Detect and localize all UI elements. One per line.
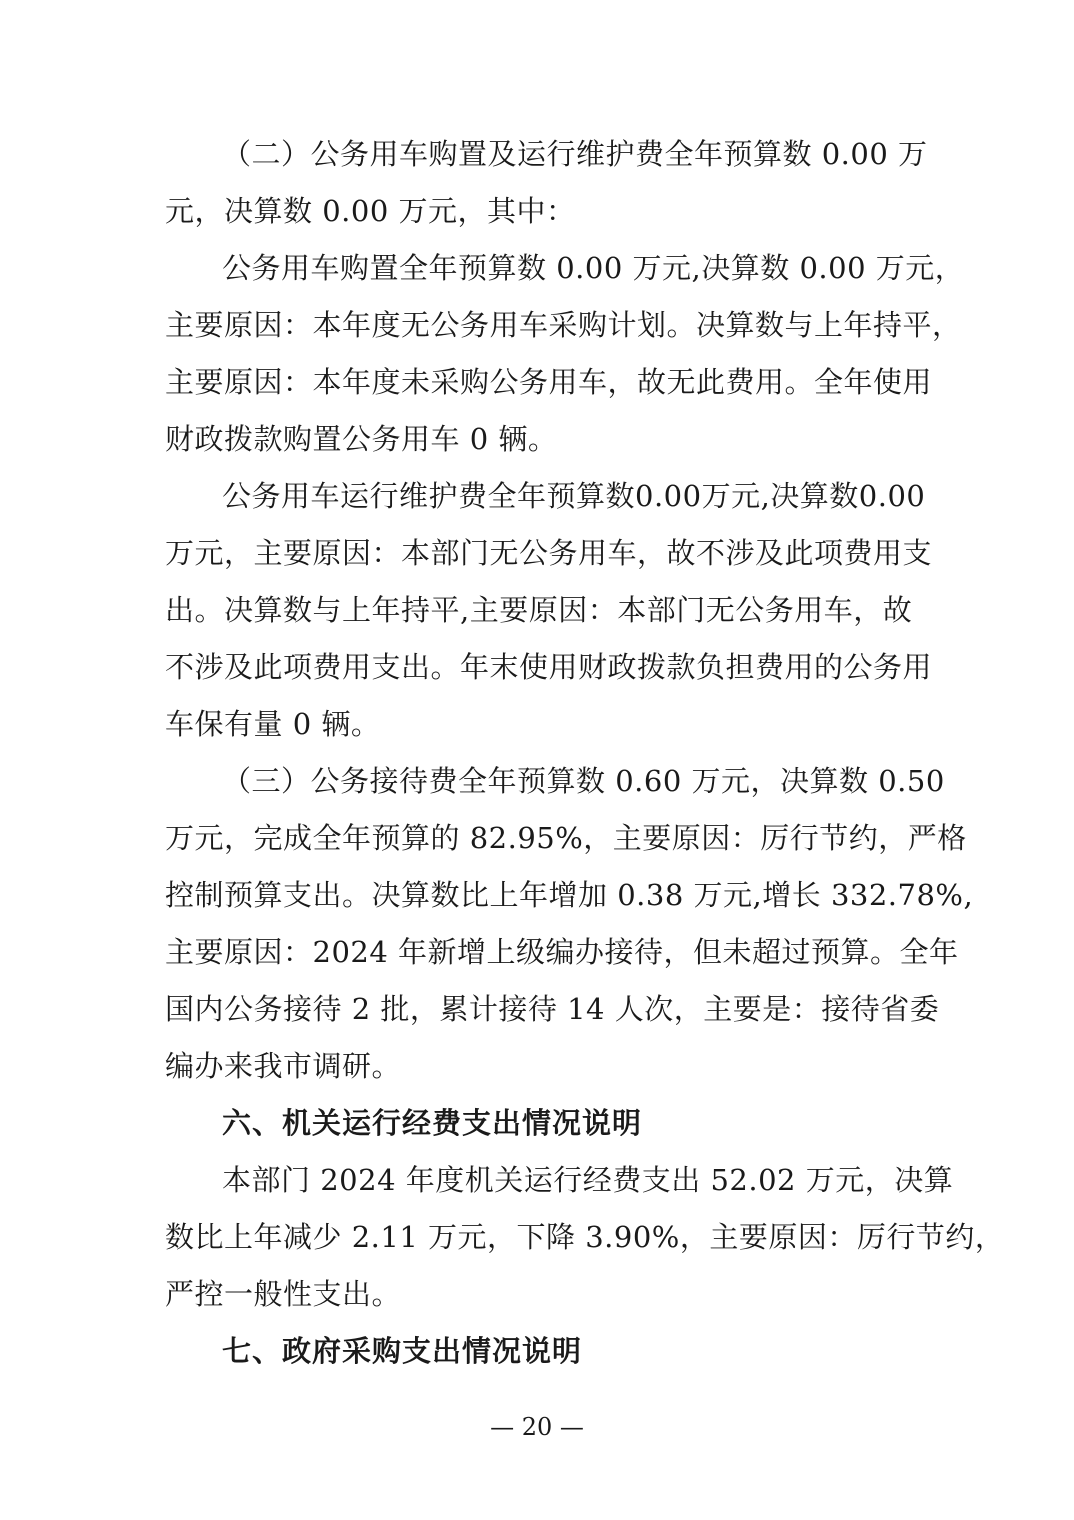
page-number: — 20 — (490, 1413, 584, 1441)
paragraph-line: 公务用车运行维护费全年预算数0.00万元,决算数0.00 (222, 479, 926, 513)
paragraph-line: 主要原因：2024 年新增上级编办接待，但未超过预算。全年 (165, 935, 959, 969)
paragraph-line: 元，决算数 0.00 万元，其中： (165, 194, 576, 228)
section-heading: 六、机关运行经费支出情况说明 (222, 1106, 643, 1140)
section-heading: 七、政府采购支出情况说明 (222, 1334, 583, 1368)
paragraph-line: 车保有量 0 辆。 (165, 707, 381, 741)
paragraph-line: 主要原因：本年度未采购公务用车，故无此费用。全年使用 (165, 365, 933, 399)
paragraph-line: 控制预算支出。决算数比上年增加 0.38 万元,增长 332.78%, (165, 878, 974, 912)
paragraph-line: 主要原因：本年度无公务用车采购计划。决算数与上年持平， (165, 308, 962, 342)
paragraph-line: 国内公务接待 2 批，累计接待 14 人次，主要是：接待省委 (165, 992, 940, 1026)
paragraph-line: 出。决算数与上年持平,主要原因：本部门无公务用车，故 (165, 593, 913, 627)
paragraph-line: 财政拨款购置公务用车 0 辆。 (165, 422, 558, 456)
paragraph-line: 万元，主要原因：本部门无公务用车，故不涉及此项费用支 (165, 536, 933, 570)
paragraph-line: （三）公务接待费全年预算数 0.60 万元，决算数 0.50 (222, 764, 945, 798)
paragraph-line: 数比上年减少 2.11 万元，下降 3.90%，主要原因：厉行节约， (165, 1220, 1005, 1254)
paragraph-line: 万元，完成全年预算的 82.95%，主要原因：厉行节约，严格 (165, 821, 967, 855)
paragraph-line: 本部门 2024 年度机关运行经费支出 52.02 万元，决算 (222, 1163, 954, 1197)
paragraph-line: 不涉及此项费用支出。年末使用财政拨款负担费用的公务用 (165, 650, 933, 684)
paragraph-line: 严控一般性支出。 (165, 1277, 402, 1311)
paragraph-line: （二）公务用车购置及运行维护费全年预算数 0.00 万 (222, 137, 928, 171)
paragraph-line: 公务用车购置全年预算数 0.00 万元,决算数 0.00 万元， (222, 251, 965, 285)
paragraph-line: 编办来我市调研。 (165, 1049, 402, 1083)
